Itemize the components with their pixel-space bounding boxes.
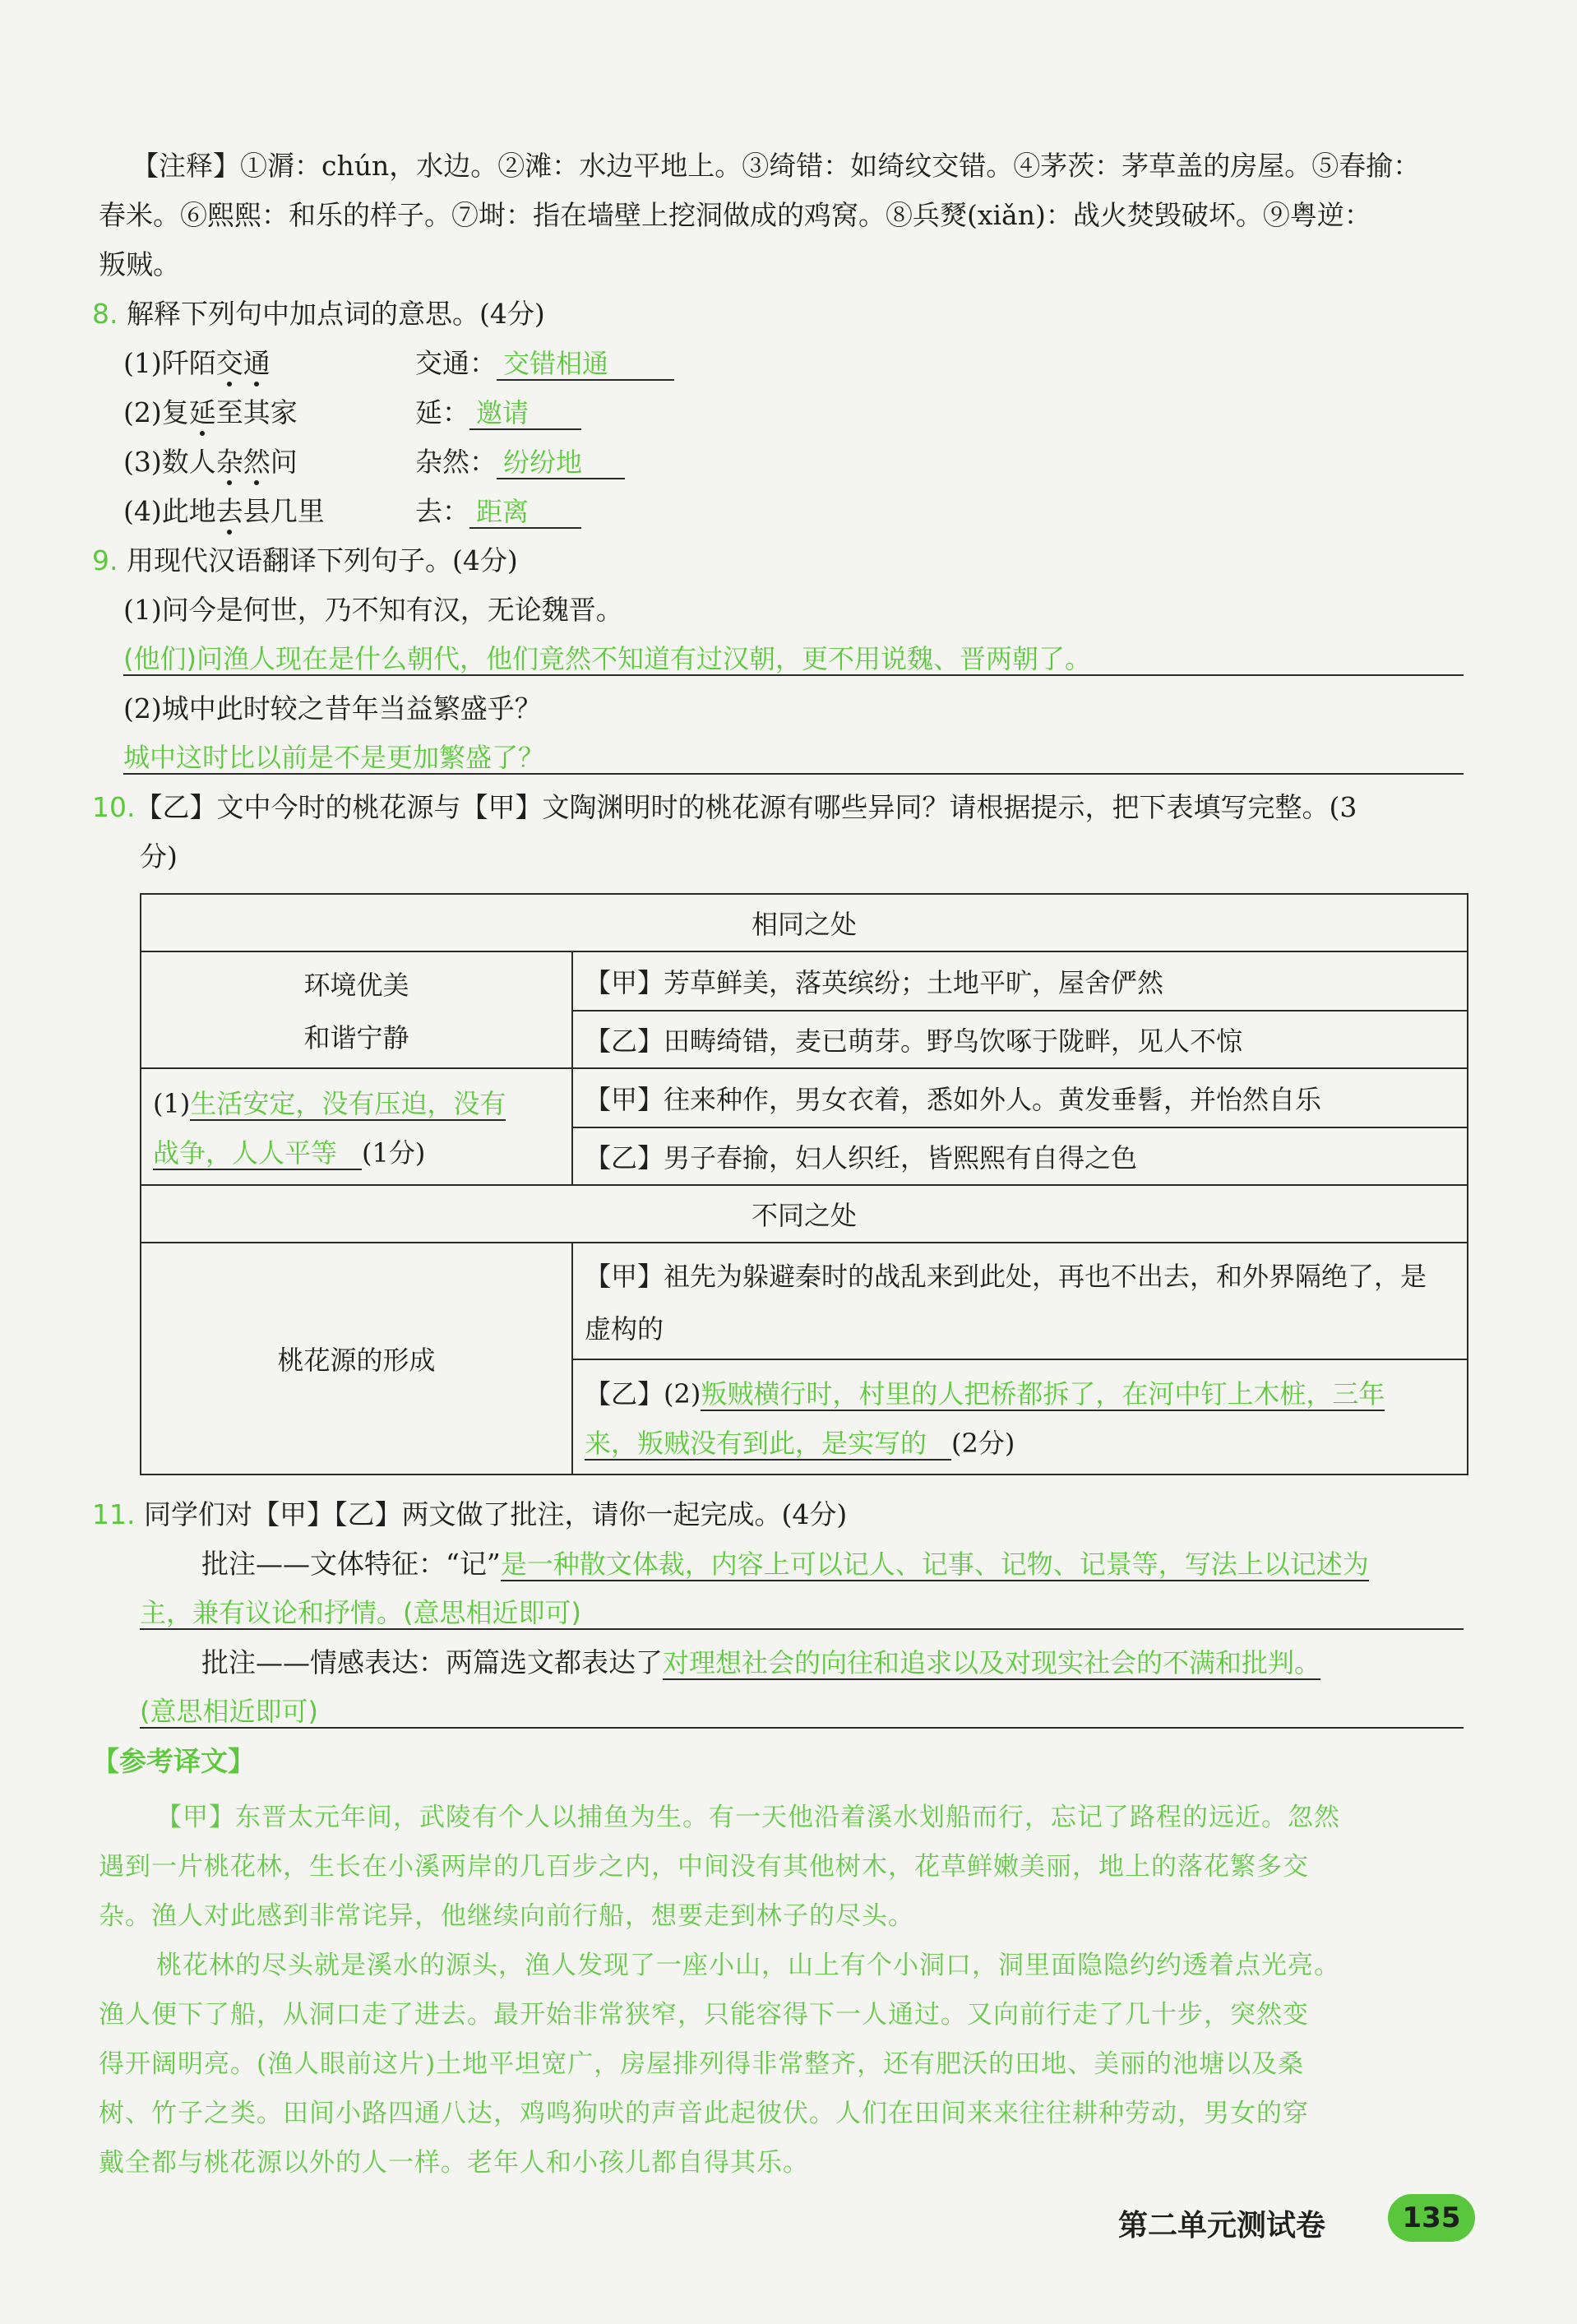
note-answer: 对理想社会的向往和追求以及对现实社会的不满和批判。 [663,1647,1320,1680]
cell-text: 虚构的 [585,1313,664,1345]
table-cell-blank-1 [141,1068,572,1185]
table-cell-formation: 桃花源的形成 [141,1243,572,1474]
footer-section-title: 第二单元测试卷 [1118,2209,1326,2243]
question-text: 用现代汉语翻译下列句子。(4分) [127,544,518,576]
translation-line: 得开阔明亮。(渔人眼前这片)土地平坦宽广，房屋排列得非常整齐，还有肥沃的田地、美丽的池塘以及桑 [99,2049,1305,2079]
table-header-same: 相同之处 [141,894,1468,951]
item-text: 至其家 [215,396,298,428]
table-header-different: 不同之处 [141,1185,1468,1243]
q9-answer-1: (他们)问渔人现在是什么朝代，他们竟然不知道有过汉朝，更不用说魏、晋两朝了。 [123,643,1464,676]
notes-line-1: 【注释】①漘：chún，水边。②滩：水边平地上。③绮错：如绮纹交错。④茅茨：茅草盖的房屋。⑤春揄： [132,150,1421,182]
q9-sentence-2: (2)城中此时较之昔年当益繁盛乎？ [123,692,542,725]
blank-number: 【乙】(2) [585,1378,701,1410]
comparison-table [140,893,1468,1475]
translation-line: 遇到一片桃花林，生长在小溪两岸的几百步之内，中间没有其他树木，花草鲜嫩美丽，地上的落花繁多交 [99,1852,1309,1882]
q11-note-2-cont: (意思相近即可) [140,1696,1464,1729]
blank-answer: 生活安定，没有压迫，没有 [190,1088,506,1119]
note-label: 批注——情感表达：两篇选文都表达了 [201,1646,663,1678]
question-text: 同学们对【甲】【乙】两文做了批注，请你一起完成。(4分) [143,1498,848,1530]
page-number-badge: 135 [1388,2194,1475,2242]
translation-line: 树、竹子之类。田间小路四通八达，鸡鸣狗吠的声音此起彼伏。人们在田间来来往往耕种劳动，男女的穿 [99,2099,1309,2128]
q8-item-3 [123,446,298,479]
q9-answer-2: 城中这时比以前是不是更加繁盛了？ [123,742,1464,775]
question-text: 【乙】文中今时的桃花源与【甲】文陶渊明时的桃花源有哪些异同？请根据提示，把下表填写完整。(3 [135,791,1357,823]
score: (2分) [951,1428,1015,1459]
note-answer: 是一种散文体裁，内容上可以记人、记事、记物、记景等，写法上以记述为 [501,1549,1369,1581]
item-text: (3)数人 [123,446,216,478]
answer-text: 邀请 [469,397,581,430]
table-cell-form-jia [572,1243,1468,1359]
question-9-stem [92,544,518,577]
question-text: 解释下列句中加点词的意思。(4分) [127,298,545,330]
translation-line: 桃花林的尽头就是溪水的源头，渔人发现了一座小山，山上有个小洞口，洞里面隐隐约约透着点光亮。 [156,1951,1340,1980]
table-cell-env-yi: 【乙】田畴绮错，麦已萌芽。野鸟饮啄于陇畔，见人不惊 [572,1011,1468,1068]
q11-note-1-cont: 主，兼有议论和抒情。(意思相近即可) [140,1597,1464,1630]
question-11-stem [92,1498,847,1531]
q8-item-3-answer [415,446,625,479]
notes-line-2: 春米。⑥熙熙：和乐的样子。⑦埘：指在墙壁上挖洞做成的鸡窝。⑧兵燹(xiǎn)：战火焚毁破坏。⑨粤逆： [99,199,1371,231]
notes-line-3: 叛贼。 [99,248,180,280]
table-cell-environment [141,951,572,1068]
dotted-char: 去 [215,495,243,527]
question-10-stem-cont: 分) [140,840,178,873]
q8-item-1-answer [415,347,674,381]
answer-label: 去： [415,495,469,527]
table-cell-env-jia: 【甲】芳草鲜美，落英缤纷；土地平旷，屋舍俨然 [572,951,1468,1011]
dotted-char: 通 [243,347,271,379]
item-text: (1)阡陌 [123,347,216,379]
blank-answer: 来，叛贼没有到此，是实写的 [585,1428,951,1461]
q11-note-1 [201,1548,1369,1581]
question-10-stem [92,791,1357,824]
translation-line: 【甲】东晋太元年间，武陵有个人以捕鱼为生。有一天他沿着溪水划船而行，忘记了路程的远近。忽然 [156,1803,1340,1832]
blank-answer: 战争，人人平等 [153,1137,362,1170]
question-8-stem [92,298,545,331]
q11-note-2 [201,1646,1320,1680]
item-text: 县几里 [243,495,325,527]
question-number: 10. [92,791,136,823]
answer-label: 交通： [415,347,497,379]
q9-sentence-1: (1)问今是何世，乃不知有汉，无论魏晋。 [123,594,623,626]
note-label: 批注——文体特征：“记” [201,1548,501,1580]
question-number: 9. [92,544,118,576]
answer-label: 杂然： [415,446,497,478]
answer-text: 交错相通 [497,348,674,381]
table-cell-form-yi [572,1359,1468,1474]
q8-item-2 [123,396,298,429]
item-text: 问 [270,446,298,478]
q8-item-4-answer [415,495,581,529]
item-text: (4)此地 [123,495,216,527]
cell-label: 环境优美 [303,970,409,1001]
translation-line: 戴全都与桃花源以外的人一样。老年人和小孩儿都自得其乐。 [99,2148,809,2178]
answer-text: 纷纷地 [497,447,625,479]
score: (1分) [362,1137,426,1169]
table-cell-life-yi: 【乙】男子春揄，妇人织纴，皆熙熙有自得之色 [572,1127,1468,1185]
q8-item-1 [123,347,271,380]
q8-item-2-answer [415,396,581,430]
dotted-char: 杂 [215,446,243,478]
table-cell-life-jia: 【甲】往来种作，男女衣着，悉如外人。黄发垂髫，并怡然自乐 [572,1068,1468,1127]
answer-text: 距离 [469,496,581,529]
cell-text: 【甲】祖先为躲避秦时的战乱来到此处，再也不出去，和外界隔绝了，是 [585,1261,1427,1292]
blank-answer: 叛贼横行时，村里的人把桥都拆了，在河中钉上木桩，三年 [701,1378,1385,1410]
dotted-char: 延 [188,396,216,428]
dotted-char: 交 [215,347,243,379]
translation-line: 杂。渔人对此感到非常诧异，他继续向前行船，想要走到林子的尽头。 [99,1901,914,1931]
translation-line: 渔人便下了船，从洞口走了进去。最开始非常狭窄，只能容得下一人通过。又向前行走了几十步，突然变 [99,2000,1309,2030]
answer-label: 延： [415,396,469,428]
blank-number: (1) [153,1088,191,1119]
q8-item-4 [123,495,325,528]
dotted-char: 然 [243,446,271,478]
translation-header: 【参考译文】 [92,1745,255,1777]
item-text: (2)复 [123,396,189,428]
cell-label: 和谐宁静 [303,1022,409,1053]
question-number: 8. [92,298,118,330]
question-number: 11. [92,1498,136,1530]
